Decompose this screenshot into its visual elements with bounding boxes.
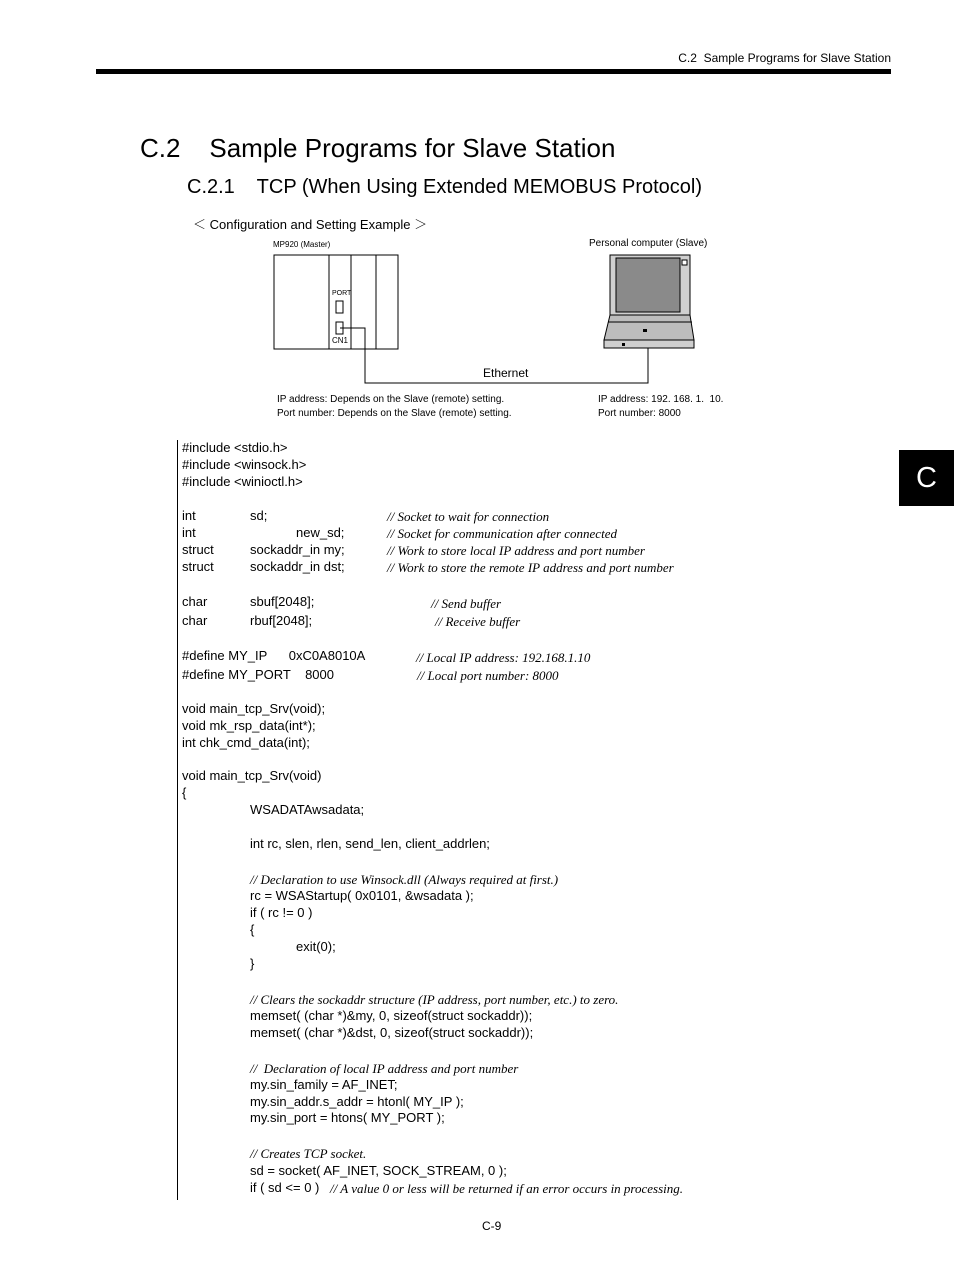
code-line: sd = socket( AF_INET, SOCK_STREAM, 0 ); [250, 1163, 507, 1178]
code-line: void mk_rsp_data(int*); [182, 718, 316, 733]
code-comment: // Work to store local IP address and port number [387, 543, 645, 558]
code-line: my.sin_port = htons( MY_PORT ); [250, 1110, 445, 1125]
code-margin-bar [177, 440, 178, 1200]
code-comment: // Declaration to use Winsock.dll (Always required at first.) [250, 872, 559, 887]
code-comment: // Local IP address: 192.168.1.10 [416, 650, 591, 665]
port-connector [336, 301, 343, 313]
master-ip-text: IP address: Depends on the Slave (remote) setting. [277, 394, 505, 405]
config-title: ＜ Configuration and Setting Example ＞ [193, 217, 428, 232]
code-comment: // Receive buffer [435, 614, 521, 629]
slave-label: Personal computer (Slave) [589, 238, 708, 249]
slave-ip-text: IP address: 192. 168. 1. 10. [598, 394, 724, 405]
code-type: struct [182, 559, 214, 574]
appendix-tab: C [899, 450, 954, 506]
code-line: memset( (char *)&my, 0, sizeof(struct sockaddr)); [250, 1008, 533, 1023]
code-line: void main_tcp_Srv(void) [182, 768, 322, 783]
code-line: int chk_cmd_data(int); [182, 735, 310, 750]
laptop-keyboard [604, 315, 694, 340]
code-var: sockaddr_in my; [250, 542, 345, 557]
code-line: my.sin_family = AF_INET; [250, 1077, 398, 1092]
code-type: char [182, 613, 208, 628]
code-line: rc = WSAStartup( 0x0101, &wsadata ); [250, 888, 474, 903]
code-comment: // Socket for communication after connected [387, 526, 617, 541]
code-line: void main_tcp_Srv(void); [182, 701, 326, 716]
code-type: char [182, 594, 208, 609]
code-line: if ( rc != 0 ) [250, 905, 313, 920]
code-var: sbuf[2048]; [250, 594, 315, 609]
code-var: new_sd; [296, 525, 345, 540]
page-number: C-9 [482, 1219, 502, 1233]
code-line: #include <winioctl.h> [182, 474, 303, 489]
code-line: #define MY_PORT 8000 [182, 667, 335, 682]
master-port-text: Port number: Depends on the Slave (remote) setting. [277, 408, 512, 419]
code-comment: // Work to store the remote IP address and port number [387, 560, 674, 575]
code-comment: // Creates TCP socket. [250, 1146, 367, 1161]
laptop-led [682, 260, 687, 265]
diagram-drawing [0, 0, 954, 440]
running-header: C.2 Sample Programs for Slave Station [678, 51, 891, 65]
code-line: } [250, 956, 255, 971]
code-line: { [250, 922, 255, 937]
laptop-base [604, 340, 694, 348]
code-comment: // Local port number: 8000 [417, 668, 559, 683]
code-line: #define MY_IP 0xC0A8010A [182, 648, 366, 663]
master-label: MP920 (Master) [273, 240, 331, 249]
code-line: if ( sd <= 0 ) [250, 1180, 320, 1195]
code-comment: // Declaration of local IP address and port number [250, 1061, 519, 1076]
code-comment: // A value 0 or less will be returned if an error occurs in processing. [330, 1181, 684, 1196]
section-title: C.2 Sample Programs for Slave Station [140, 133, 616, 163]
laptop-screen [616, 258, 680, 312]
port-label: PORT [332, 290, 352, 297]
code-var: sd; [250, 508, 268, 523]
code-line: #include <winsock.h> [182, 457, 307, 472]
code-comment: // Send buffer [431, 596, 502, 611]
code-line: int rc, slen, rlen, send_len, client_addrlen; [250, 836, 490, 851]
code-comment: // Socket to wait for connection [387, 509, 550, 524]
code-line: exit(0); [296, 939, 336, 954]
code-line: memset( (char *)&dst, 0, sizeof(struct sockaddr)); [250, 1025, 534, 1040]
cn1-label: CN1 [332, 336, 349, 345]
slave-port-text: Port number: 8000 [598, 408, 681, 419]
code-line: my.sin_addr.s_addr = htonl( MY_IP ); [250, 1094, 464, 1109]
subsection-title: C.2.1 TCP (When Using Extended MEMOBUS Protocol) [187, 176, 703, 198]
code-line: #include <stdio.h> [182, 440, 288, 455]
code-type: struct [182, 542, 214, 557]
code-var: rbuf[2048]; [250, 613, 313, 628]
code-comment: // Clears the sockaddr structure (IP address, port number, etc.) to zero. [250, 992, 619, 1007]
laptop-drive [622, 343, 625, 346]
code-line: WSADATAwsadata; [250, 802, 365, 817]
ethernet-label: Ethernet [483, 366, 529, 380]
code-type: int [182, 525, 196, 540]
code-var: sockaddr_in dst; [250, 559, 345, 574]
code-type: int [182, 508, 196, 523]
laptop-touchpad [643, 329, 647, 332]
code-line: { [182, 785, 187, 800]
